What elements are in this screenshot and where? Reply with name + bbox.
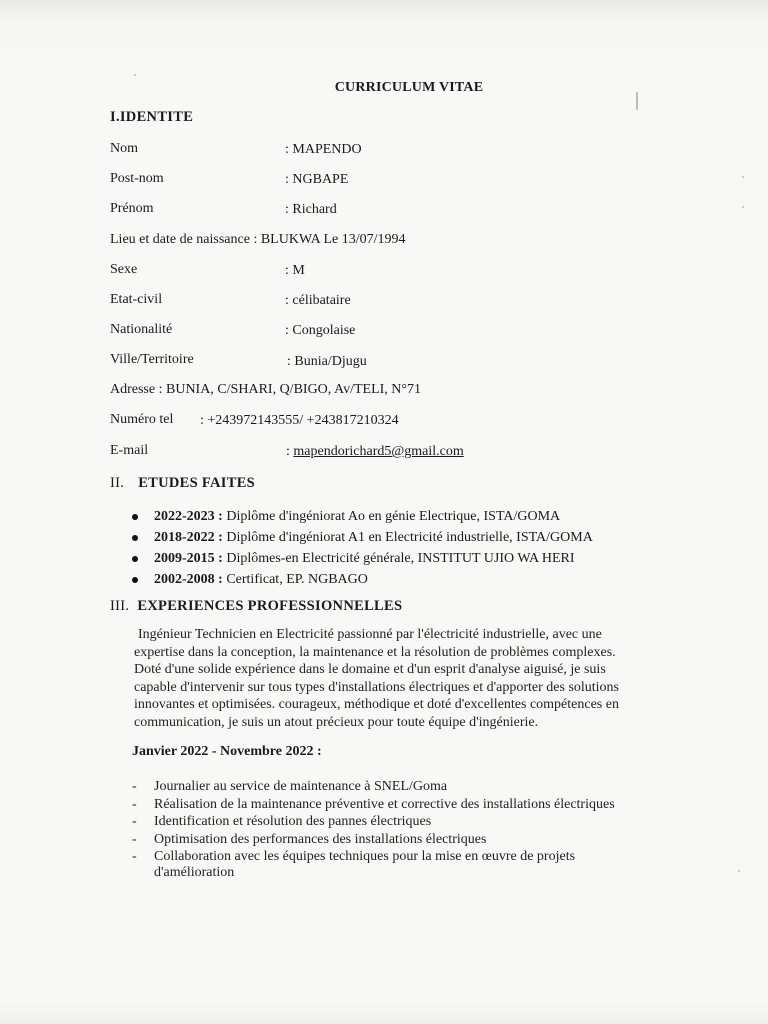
duty-text: Identification et résolution des pannes électriques: [154, 814, 432, 829]
label-etat-civil: Etat-civil: [110, 292, 163, 307]
bullet-icon: [132, 556, 138, 562]
education-item: [132, 527, 593, 548]
duty-text: Optimisation des performances des installations électriques: [154, 831, 487, 847]
summary-line: Doté d'une solide expérience dans le domaine et d'un esprit d'analyse aiguisé, je suis: [134, 662, 606, 677]
email-link[interactable]: mapendorichard5@gmail.com: [293, 444, 464, 459]
education-text: Diplôme d'ingéniorat Ao en génie Electrique, ISTA/GOMA: [222, 509, 561, 524]
education-list: [132, 506, 593, 590]
experience-heading-text: EXPERIENCES PROFESSIONNELLES: [137, 598, 403, 614]
duty-item: [132, 778, 615, 796]
value-etat-civil: : célibataire: [285, 293, 351, 308]
summary-line: communication, je suis un atout précieux pour toute équipe d'ingénierie.: [134, 714, 539, 730]
label-email: E-mail: [110, 443, 149, 458]
scan-speck: [738, 870, 740, 872]
summary-line: innovantes et optimisées. courageux, méthodique et doté d'excellentes compétences en: [134, 697, 619, 712]
duty-text: Collaboration avec les équipes techniques pour la mise en œuvre de projets: [154, 849, 576, 864]
value-post-nom: : NGBAPE: [285, 172, 349, 187]
education-heading-text: ETUDES FAITES: [138, 475, 256, 491]
education-item: [132, 506, 593, 527]
label-sexe: Sexe: [110, 262, 138, 277]
education-years: 2022-2023 :: [154, 509, 223, 524]
bullet-icon: [132, 535, 138, 541]
education-item: [132, 548, 593, 569]
email-colon: :: [286, 444, 294, 459]
value-adresse: : BUNIA, C/SHARI, Q/BIGO, Av/TELI, N°71: [158, 382, 421, 397]
value-tel: : +243972143555/ +243817210324: [200, 413, 399, 428]
value-prenom: : Richard: [285, 202, 337, 217]
duty-text: d'amélioration: [154, 864, 235, 880]
label-tel: Numéro tel: [110, 412, 174, 427]
education-text: Certificat, EP. NGBAGO: [222, 572, 368, 587]
label-adresse-text: Adresse: [110, 382, 156, 397]
label-birth: [110, 232, 405, 248]
summary-line: capable d'intervenir sur tous types d'installations électriques et d'apporter des solutions: [134, 679, 620, 695]
label-birth-text: Lieu et date de naissance: [110, 232, 250, 247]
experience-numeral: III.: [110, 598, 130, 614]
education-years: 2002-2008 :: [154, 572, 223, 587]
summary-line: Ingénieur Technicien en Electricité passionné par l'électricité industrielle, avec une: [138, 627, 602, 642]
duty-item: [132, 831, 615, 849]
bullet-icon: [132, 577, 138, 583]
dash-icon: -: [132, 831, 137, 847]
duty-item-continuation: [132, 864, 615, 882]
scan-speck: [636, 92, 638, 110]
experience-summary: [134, 626, 658, 731]
experience-heading: [110, 598, 402, 615]
scan-speck: [134, 74, 136, 76]
value-ville: : Bunia/Djugu: [287, 354, 367, 369]
label-prenom: Prénom: [110, 201, 154, 216]
label-nom: Nom: [110, 141, 138, 156]
education-heading: [110, 475, 255, 492]
label-post-nom: Post-nom: [110, 171, 164, 186]
label-nationalite: Nationalité: [110, 322, 173, 337]
summary-line: expertise dans la conception, la maintenance et la résolution de problèmes complexes.: [134, 644, 616, 660]
document-title: CURRICULUM VITAE: [334, 80, 484, 95]
value-birth: : BLUKWA Le 13/07/1994: [253, 232, 406, 247]
education-text: Diplômes-en Electricité générale, INSTITUT UJIO WA HERI: [222, 551, 575, 566]
dash-icon: -: [132, 796, 137, 812]
label-adresse: [110, 382, 421, 398]
dash-icon: -: [132, 779, 137, 794]
education-numeral: II.: [110, 475, 125, 491]
value-email: [286, 444, 464, 460]
experience-period: Janvier 2022 - Novembre 2022 :: [132, 744, 322, 759]
scan-speck: [742, 206, 744, 208]
value-nom: : MAPENDO: [285, 142, 362, 157]
label-ville: Ville/Territoire: [110, 352, 194, 367]
value-sexe: : M: [285, 263, 305, 278]
education-years: 2018-2022 :: [154, 530, 223, 545]
scan-speck: [742, 176, 744, 178]
duty-text: Journalier au service de maintenance à SNEL/Goma: [154, 779, 448, 794]
duties-list: [132, 778, 615, 881]
duty-item: [132, 813, 615, 831]
duty-item: [132, 796, 615, 814]
bullet-icon: [132, 514, 138, 520]
dash-icon: -: [132, 814, 137, 829]
education-years: 2009-2015 :: [154, 551, 223, 566]
duty-text: Réalisation de la maintenance préventive et corrective des installations électriques: [154, 796, 615, 812]
education-text: Diplôme d'ingéniorat A1 en Electricité industrielle, ISTA/GOMA: [222, 530, 593, 545]
identity-heading: I.IDENTITE: [110, 109, 194, 125]
value-nationalite: : Congolaise: [285, 323, 356, 338]
dash-icon: -: [132, 849, 137, 864]
education-item: [132, 569, 593, 590]
